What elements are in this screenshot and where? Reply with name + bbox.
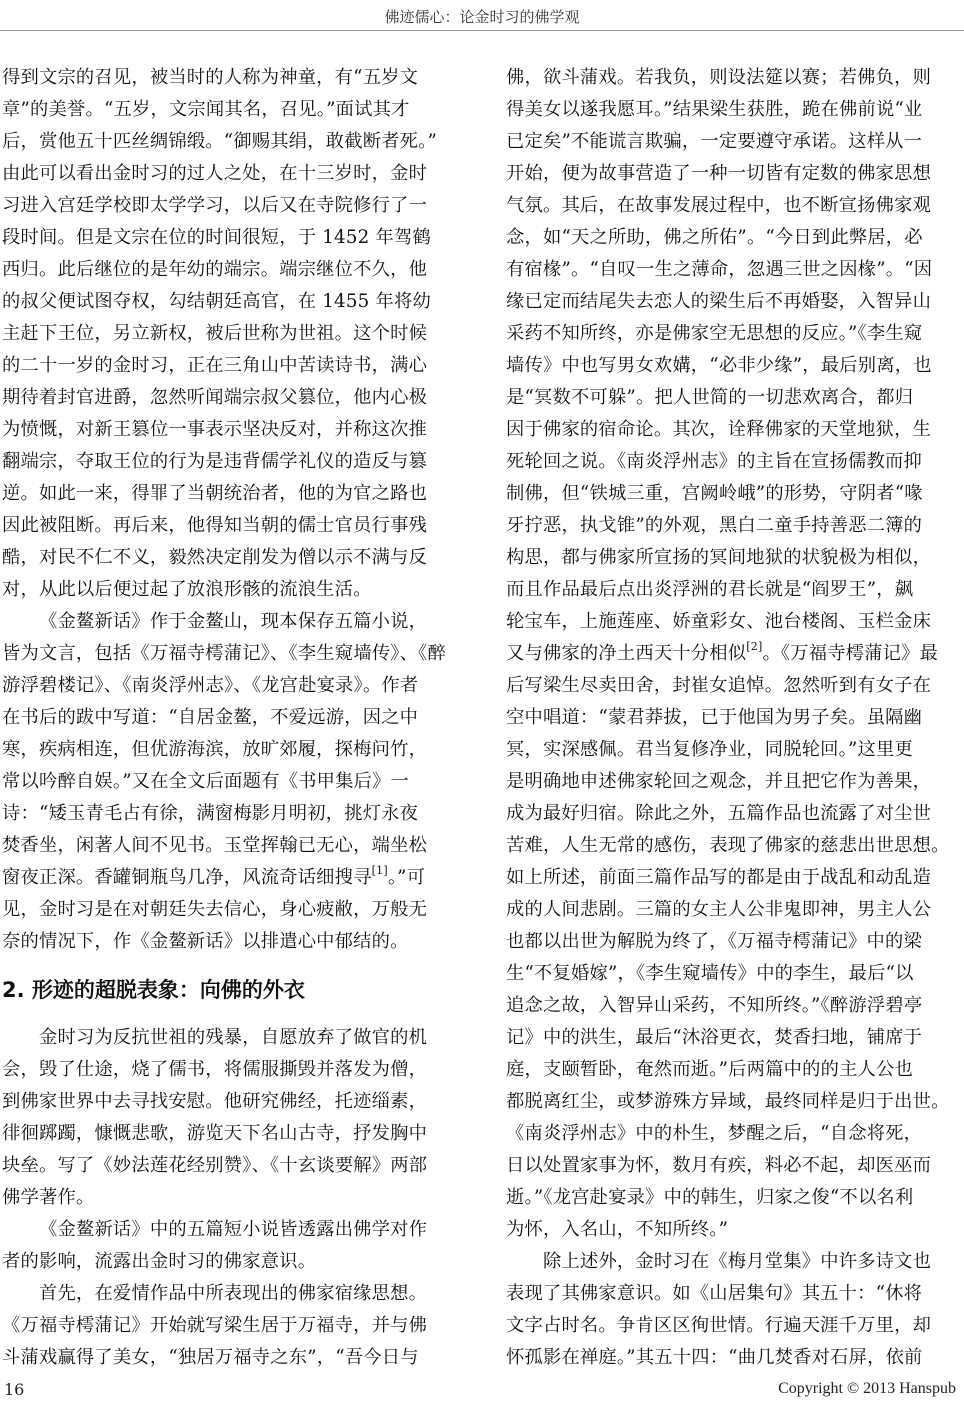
text-line: 焚香坐，闲著人间不见书。玉堂挥翰已无心，端坐松 (2, 835, 428, 856)
text-line: 佛学著作。 (2, 1187, 95, 1208)
text-line: 制佛，但“铁城三重，宫阙岭峨”的形势，守阴者“喙 (506, 483, 923, 504)
text-line: 开始，便为故事营造了一种一切皆有定数的佛家思想 (506, 163, 932, 184)
text-line: 的二十一岁的金时习，正在三角山中苦读诗书，满心 (2, 355, 428, 376)
text-line: 《万福寺樗蒲记》开始就写梁生居于万福寺，并与佛 (2, 1315, 428, 1336)
text-line: 《南炎浮州志》中的朴生，梦醒之后，“自念将死， (506, 1123, 923, 1144)
text-line: 庭，支颐暂卧，奄然而逝。”后两篇中的的主人公也 (506, 1059, 913, 1080)
left-paragraph-3 (2, 1022, 461, 1214)
text-line: 气氛。其后，在故事发展过程中，也不断宣扬佛家观 (506, 195, 932, 216)
text-line: 缘已定而结尾失去恋人的梁生后不再婚娶，入智异山 (506, 291, 932, 312)
section-heading: 2. 形迹的超脱表象：向佛的外衣 (2, 978, 305, 1002)
text-line: 对，从此以后便过起了放浪形骸的流浪生活。 (2, 579, 372, 600)
text-line: 日以处置家事为怀，数月有疾，料必不起，却医巫而 (506, 1155, 932, 1176)
text-line: 冥，实深感佩。君当复修净业，同脱轮回。”这里更 (506, 739, 913, 760)
citation-ref-2[interactable]: [2] (746, 639, 763, 653)
text-line: 斗蒲戏赢得了美女，“独居万福寺之东”，“吾今日与 (2, 1347, 419, 1368)
text-line: 段时间。但是文宗在位的时间很短，于 1452 年驾鹤 (2, 227, 431, 248)
page-number: 16 (4, 1380, 25, 1399)
text-line: 怀孤影在禅庭。”其五十四：“曲几焚香对石屏，依前 (506, 1347, 923, 1368)
text-line: 是“冥数不可躲”。把人世简的一切悲欢离合，都归 (506, 387, 914, 408)
text-line: 诗：“矮玉青毛占有徐，满窗梅影月明初，挑灯永夜 (2, 803, 419, 824)
running-header: 佛迹儒心：论金时习的佛学观 (384, 8, 580, 26)
text-line: 是明确地申述佛家轮回之观念，并且把它作为善果， (506, 771, 932, 792)
text-line: 死轮回之说。《南炎浮州志》的主旨在宣扬儒教而抑 (506, 451, 922, 472)
text-line: 寒，疾病相连，但优游海滨，放旷郊履，探梅问竹， (2, 739, 428, 760)
text-line: 除上述外，金时习在《梅月堂集》中许多诗文也 (543, 1251, 932, 1272)
text-fragment: 。”可 (387, 867, 426, 888)
text-line: 苦难，人生无常的感伤，表现了佛家的慈悲出世思想。 (506, 835, 950, 856)
text-line: 主赶下王位，另立新权，被后世称为世祖。这个时候 (2, 323, 428, 344)
text-line: 生“不复婚嫁”，《李生窥墙传》中的李生，最后“以 (506, 963, 914, 984)
text-line: 为愤慨，对新王篡位一事表示坚决反对，并称这次推 (2, 419, 428, 440)
header-rule (0, 30, 964, 31)
text-line: 记》中的洪生，最后“沐浴更衣，焚香扫地，铺席于 (506, 1027, 923, 1048)
text-line-with-citation (2, 862, 461, 894)
text-line: 因于佛家的宿命论。其次，诠释佛家的天堂地狱，生 (506, 419, 932, 440)
left-column (2, 62, 461, 1374)
text-line: 也都以出世为解脱为终了，《万福寺樗蒲记》中的梁 (506, 931, 922, 952)
text-line: 奈的情况下，作《金鳌新话》以排遣心中郁结的。 (2, 931, 409, 952)
text-line: 都脱离红尘，或梦游殊方异域，最终同样是归于出世。 (506, 1091, 950, 1112)
text-line: 念，如“天之所助，佛之所佑”。“今日到此弊居，必 (506, 227, 923, 248)
text-line: 常以吟醉自娱。”又在全文后面题有《书甲集后》一 (2, 771, 409, 792)
text-line: 后，赏他五十匹丝绸锦缎。“御赐其绢，敢截断者死。” (2, 131, 438, 152)
text-line: 成为最好归宿。除此之外，五篇作品也流露了对尘世 (506, 803, 932, 824)
text-line: 者的影响，流露出金时习的佛家意识。 (2, 1251, 317, 1272)
left-paragraph-5 (2, 1278, 461, 1374)
text-line: 在书后的跋中写道：“自居金鳌，不爱远游，因之中 (2, 707, 419, 728)
text-line: 皆为文言，包括《万福寺樗蒲记》、《李生窥墙传》、《醉 (2, 643, 446, 664)
text-line: 牙拧恶，执戈锥”的外观，黑白二童手持善恶二簿的 (506, 515, 923, 536)
text-line: 为怀，入名山，不知所终。” (506, 1219, 729, 1240)
copyright-notice: Copyright © 2013 Hanspub (778, 1380, 956, 1397)
right-column (506, 62, 964, 1374)
text-line: 金时习为反抗世祖的残暴，自愿放弃了做官的机 (39, 1027, 428, 1048)
text-line: 到佛家世界中去寻找安慰。他研究佛经，托迹缁素， (2, 1091, 428, 1112)
text-line: 逆。如此一来，得罪了当朝统治者，他的为官之路也 (2, 483, 428, 504)
text-line: 如上所述，前面三篇作品写的都是由于战乱和动乱造 (506, 867, 932, 888)
text-line-with-citation (506, 638, 964, 670)
left-paragraph-4 (2, 1214, 461, 1278)
text-line: 翻端宗，夺取王位的行为是违背儒学礼仪的造反与篡 (2, 451, 428, 472)
text-line: 成的人间悲剧。三篇的女主人公非鬼即神，男主人公 (506, 899, 932, 920)
text-line: 《金鳌新话》作于金鳌山，现本保存五篇小说， (39, 611, 428, 632)
text-line: 表现了其佛家意识。如《山居集句》其五十：“休将 (506, 1283, 923, 1304)
text-line: 块垒。写了《妙法莲花经别赞》、《十玄谈要解》两部 (2, 1155, 428, 1176)
text-line: 空中唱道：“蒙君莽拔，已于他国为男子矣。虽隔幽 (506, 707, 923, 728)
text-line: 轮宝车，上施莲座、娇童彩女、池台楼阁、玉栏金床 (506, 611, 932, 632)
right-paragraph-2 (506, 1246, 964, 1374)
text-line: 佛，欲斗蒲戏。若我负，则设法筵以赛；若佛负，则 (506, 67, 932, 88)
text-line: 有宿椽”。“自叹一生之薄命，忽遇三世之因椽”。“因 (506, 259, 933, 280)
text-line: 由此可以看出金时习的过人之处，在十三岁时，金时 (2, 163, 428, 184)
text-line: 章”的美誉。“五岁，文宗闻其名，召见。”面试其才 (2, 99, 410, 120)
text-line: 徘徊踯躅，慷慨悲歌，游览天下名山古寺，抒发胸中 (2, 1123, 428, 1144)
left-paragraph-1 (2, 62, 461, 606)
text-line: 逝。”《龙宫赴宴录》中的韩生，归家之俊“不以名利 (506, 1187, 914, 1208)
text-fragment: 又与佛家的净土西天十分相似 (506, 643, 747, 664)
text-fragment: 。《万福寺樗蒲记》最 (762, 643, 939, 664)
text-line: 见，金时习是在对朝廷失去信心，身心疲敝，万般无 (2, 899, 428, 920)
right-paragraph-1 (506, 62, 964, 1246)
text-line: 期待着封官进爵，忽然听闻端宗叔父篡位，他内心极 (2, 387, 428, 408)
text-line: 文字占时名。争肯区区徇世情。行遍天涯千万里，却 (506, 1315, 932, 1336)
text-line: 的叔父便试图夺权，勾结朝廷高官，在 1455 年将幼 (2, 291, 431, 312)
text-line: 因此被阻断。再后来，他得知当朝的儒士官员行事残 (2, 515, 428, 536)
text-line: 而且作品最后点出炎浮洲的君长就是“阎罗王”，飙 (506, 579, 914, 600)
text-line: 《金鳌新话》中的五篇短小说皆透露出佛学对作 (39, 1219, 428, 1240)
text-line: 追念之故，入智异山采药，不知所终。”《醉游浮碧亭 (506, 995, 923, 1016)
text-line: 首先，在爱情作品中所表现出的佛家宿缘思想。 (39, 1283, 428, 1304)
text-line: 西归。此后继位的是年幼的端宗。端宗继位不久，他 (2, 259, 428, 280)
text-line: 采药不知所终，亦是佛家空无思想的反应。”《李生窥 (506, 323, 923, 344)
text-line: 墙传》中也写男女欢媾，“必非少缘”，最后别离，也 (506, 355, 932, 376)
left-paragraph-2 (2, 606, 461, 958)
text-line: 游浮碧楼记》、《南炎浮州志》、《龙宫赴宴录》。作者 (2, 675, 419, 696)
text-line: 会，毁了仕途，烧了儒书，将儒服撕毁并落发为僧， (2, 1059, 428, 1080)
text-line: 构思，都与佛家所宣扬的冥间地狱的状貌极为相似， (506, 547, 932, 568)
citation-ref-1[interactable]: [1] (371, 863, 388, 877)
text-line: 酷，对民不仁不义，毅然决定削发为僧以示不满与反 (2, 547, 428, 568)
text-line: 得到文宗的召见，被当时的人称为神童，有“五岁文 (2, 67, 419, 88)
text-fragment: 窗夜正深。香罐铜瓶鸟几净，风流奇话细搜寻 (2, 867, 372, 888)
text-line: 得美女以遂我愿耳。”结果梁生获胜，跪在佛前说“业 (506, 99, 923, 120)
text-line: 已定矣”不能谎言欺骗，一定要遵守承诺。这样从一 (506, 131, 923, 152)
text-line: 习进入宫廷学校即太学学习，以后又在寺院修行了一 (2, 195, 428, 216)
text-line: 后写梁生尽卖田舍，封崔女追悼。忽然听到有女子在 (506, 675, 932, 696)
